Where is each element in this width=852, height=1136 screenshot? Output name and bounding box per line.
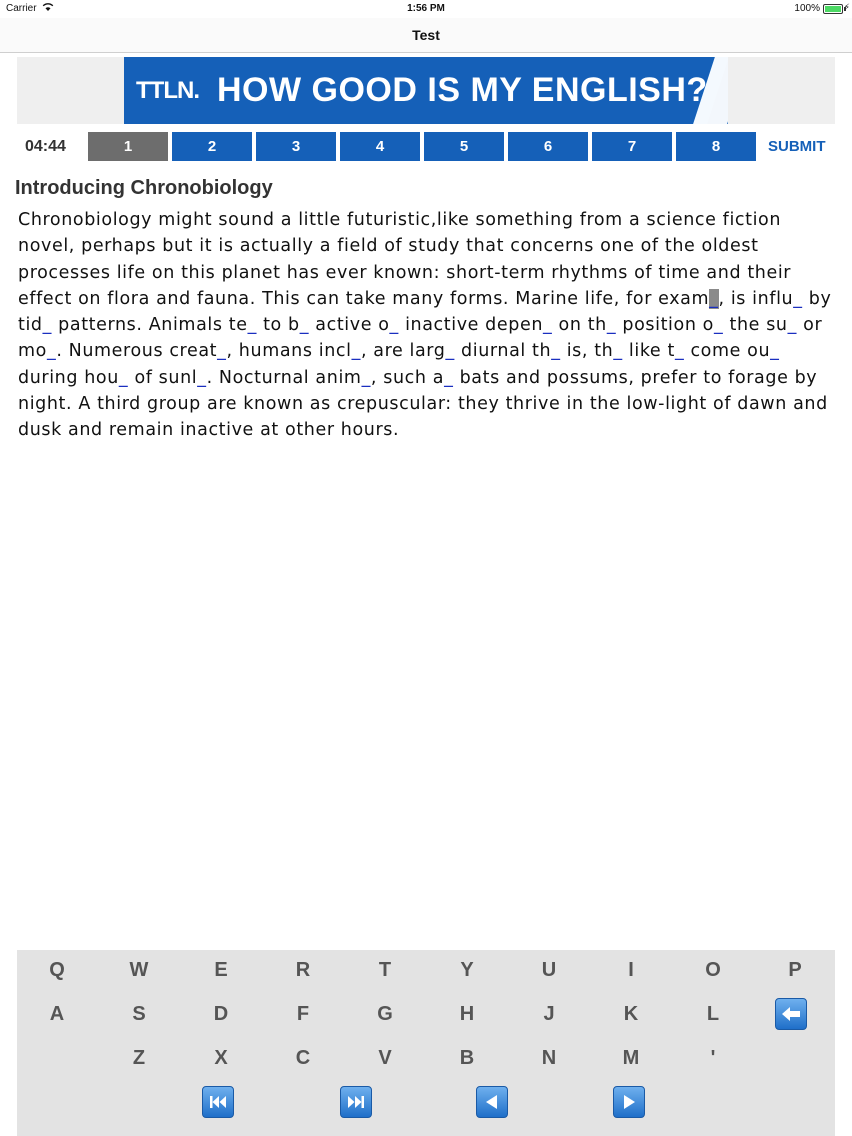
key-h[interactable]: H [459, 1003, 475, 1025]
banner [124, 57, 728, 124]
tab-question-2[interactable]: 2 [172, 132, 252, 161]
skip-to-end-button[interactable] [340, 1086, 372, 1118]
tab-question-6[interactable]: 6 [508, 132, 588, 161]
key-o[interactable]: O [705, 959, 721, 981]
previous-icon [477, 1087, 507, 1117]
blank[interactable]: _ [713, 315, 724, 336]
tab-question-5[interactable]: 5 [424, 132, 504, 161]
key-f[interactable]: F [296, 1003, 310, 1025]
skip-to-end-icon [341, 1087, 371, 1117]
key-r[interactable]: R [295, 959, 311, 981]
blank[interactable]: _ [197, 367, 207, 388]
tab-question-8[interactable]: 8 [676, 132, 756, 161]
submit-button[interactable]: SUBMIT [768, 138, 826, 155]
blank[interactable]: _ [389, 315, 399, 336]
blank[interactable]: _ [42, 315, 52, 336]
blank[interactable]: _ [361, 367, 371, 388]
blank[interactable]: _ [445, 341, 455, 362]
backspace-icon [776, 999, 806, 1029]
key-d[interactable]: D [213, 1003, 229, 1025]
key-y[interactable]: Y [460, 959, 474, 981]
blank[interactable]: _ [247, 315, 257, 336]
key-m[interactable]: M [622, 1047, 640, 1069]
key-p[interactable]: P [788, 959, 802, 981]
key-a[interactable]: A [49, 1003, 65, 1025]
next-button[interactable] [613, 1086, 645, 1118]
blank[interactable]: _ [217, 341, 227, 362]
blank[interactable]: _ [613, 341, 623, 362]
blank[interactable]: _ [543, 315, 553, 336]
blank[interactable]: _ [351, 341, 361, 362]
blank[interactable]: _ [606, 315, 617, 336]
tab-question-3[interactable]: 3 [256, 132, 336, 161]
key-z[interactable]: Z [132, 1047, 146, 1069]
key-x[interactable]: X [214, 1047, 228, 1069]
blank[interactable]: _ [118, 367, 129, 388]
passage-title: Introducing Chronobiology [15, 177, 273, 199]
key-c[interactable]: C [295, 1047, 311, 1069]
next-icon [614, 1087, 644, 1117]
letter-keyboard [17, 950, 835, 1136]
key-u[interactable]: U [541, 959, 557, 981]
skip-to-start-button[interactable] [202, 1086, 234, 1118]
key-t[interactable]: T [378, 959, 392, 981]
key-i[interactable]: I [628, 959, 634, 981]
battery-icon [823, 4, 843, 14]
blank[interactable]: _ [46, 341, 57, 362]
key-l[interactable]: L [706, 1003, 720, 1025]
banner-container [17, 57, 835, 124]
blank[interactable]: _ [299, 315, 310, 336]
nav-title: Test [412, 27, 440, 43]
key-s[interactable]: S [132, 1003, 146, 1025]
previous-button[interactable] [476, 1086, 508, 1118]
passage-text[interactable]: Chronobiology might sound a little futuristic,like something from a science fiction novel, perhaps but it is actually a field of study that concerns one of the oldest processes life on this planet has ever known: short-term rhythms of time and their effect on flora and fauna. This can take many forms. Marine life, for exam_, is influ_ by tid_ patterns. Animals te_ to b_ active o_ inactive depen_ on th_ position o_ the su_ or mo_. Numerous creat_, humans incl_, are larg_ diurnal th_ is, th_ like t_ come ou_ during hou_ of sunl_. Nocturnal anim_, such a_ bats and possums, prefer to forage by night. A third group are known as crepuscular: they thrive in the low-light of dawn and dusk and remain inactive at other hours. [18, 210, 832, 441]
blank[interactable]: _ [674, 341, 685, 362]
key-apostrophe[interactable]: ' [710, 1047, 716, 1069]
key-w[interactable]: W [129, 959, 149, 981]
tab-question-7[interactable]: 7 [592, 132, 672, 161]
active-blank[interactable]: _ [709, 288, 719, 309]
key-e[interactable]: E [214, 959, 228, 981]
key-q[interactable]: Q [49, 959, 65, 981]
navigation-bar [0, 18, 852, 53]
key-b[interactable]: B [459, 1047, 475, 1069]
blank[interactable]: _ [793, 288, 803, 309]
carrier-label: Carrier [6, 3, 37, 14]
key-n[interactable]: N [541, 1047, 557, 1069]
blank[interactable]: _ [770, 341, 780, 362]
charging-icon: ⚡ [843, 2, 850, 12]
banner-headline: HOW GOOD IS MY ENGLISH? [217, 71, 708, 109]
status-bar [0, 0, 852, 18]
tab-question-1[interactable]: 1 [88, 132, 168, 161]
tab-question-4[interactable]: 4 [340, 132, 420, 161]
key-j[interactable]: J [543, 1003, 555, 1025]
ttln-logo: TTLN. [136, 77, 199, 104]
blank[interactable]: _ [787, 315, 797, 336]
key-g[interactable]: G [377, 1003, 393, 1025]
battery-percent: 100% [794, 3, 820, 14]
key-k[interactable]: K [623, 1003, 639, 1025]
blank[interactable]: _ [444, 367, 454, 388]
skip-to-start-icon [203, 1087, 233, 1117]
backspace-button[interactable] [775, 998, 807, 1030]
blank[interactable]: _ [551, 341, 561, 362]
countdown-timer: 04:44 [25, 138, 66, 155]
status-time: 1:56 PM [407, 3, 445, 14]
key-v[interactable]: V [378, 1047, 392, 1069]
